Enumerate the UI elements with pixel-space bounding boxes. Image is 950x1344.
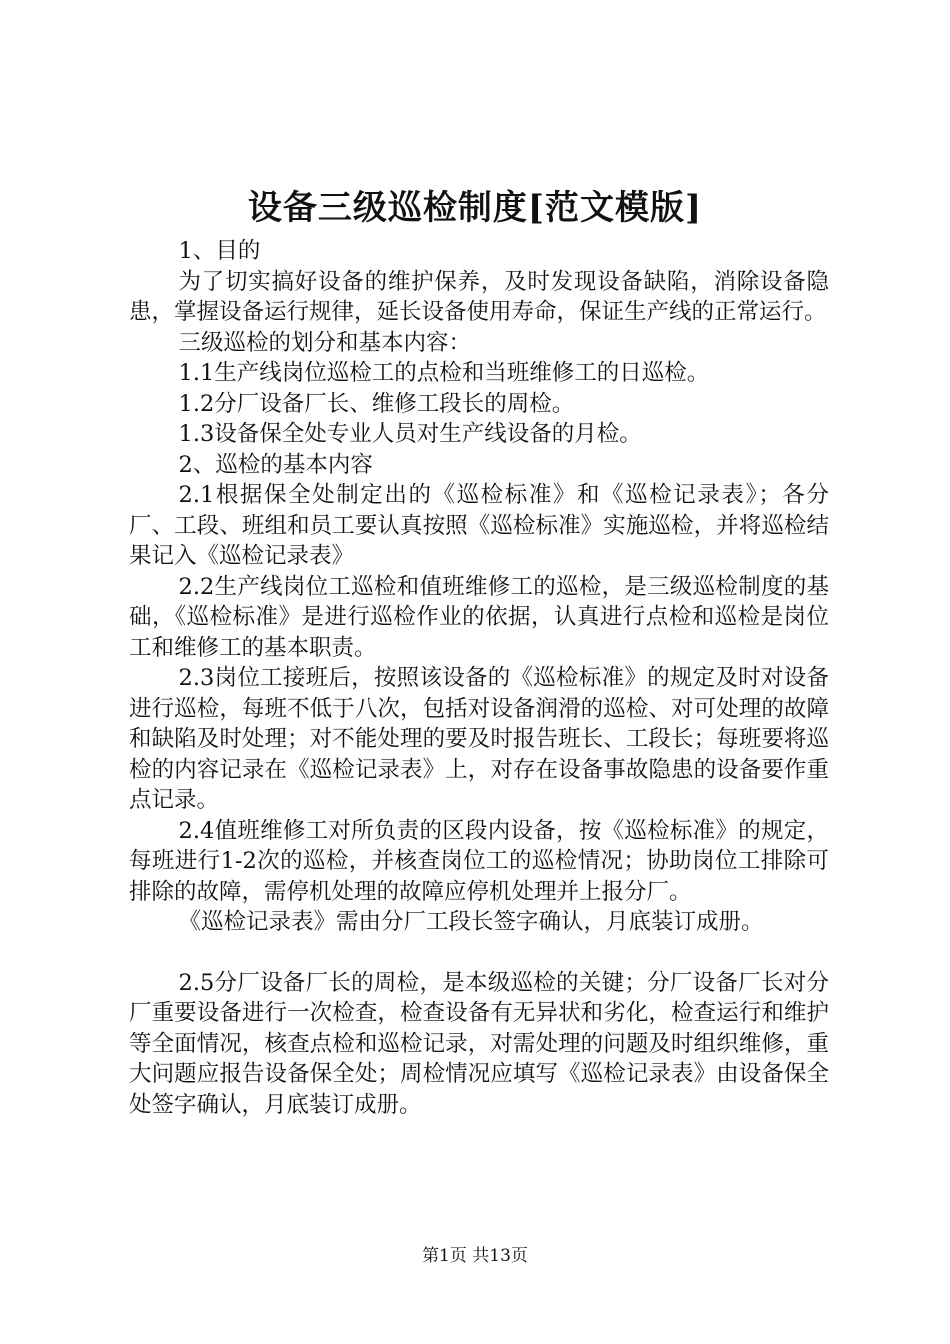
paragraph-level-1-1: 1.1生产线岗位巡检工的点检和当班维修工的日巡检。	[178, 360, 710, 386]
section-heading-basic-content: 2、巡检的基本内容	[178, 451, 373, 478]
paragraph-2-5: 2.5分厂设备厂长的周检，是本级巡检的关键；分厂设备厂长对分厂重要设备进行一次检查，检查设备有无异状和劣化，检查运行和维护等全面情况，核查点检和巡检记录，对需处理的问题及时组织维修，重大问题应报告设备保全处；周检情况应填写《巡检记录表》由设备保全处签字确认，月底装订成册。	[129, 969, 829, 1118]
paragraph-2-2: 2.2生产线岗位工巡检和值班维修工的巡检，是三级巡检制度的基础，《巡检标准》是进行巡检作业的依据，认真进行点检和巡检是岗位工和维修工的基本职责。	[129, 573, 829, 661]
page-number-footer: 第1页 共13页	[422, 1246, 528, 1266]
paragraph-2-3: 2.3岗位工接班后，按照该设备的《巡检标准》的规定及时对设备进行巡检，每班不低于八次，包括对设备润滑的巡检、对可处理的故障和缺陷及时处理；对不能处理的要及时报告班长、工段长；每班要将巡检的内容记录在《巡检记录表》上，对存在设备事故隐患的设备要作重点记录。	[129, 665, 829, 813]
paragraph-level-1-3: 1.3设备保全处专业人员对生产线设备的月检。	[178, 421, 642, 447]
paragraph-purpose: 为了切实搞好设备的维护保养，及时发现设备缺陷，消除设备隐患，掌握设备运行规律，延长设备使用寿命，保证生产线的正常运行。	[129, 268, 829, 325]
document-title: 设备三级巡检制度[范文模版]	[247, 188, 703, 228]
paragraph-record-sign-off: 《巡检记录表》需由分厂工段长签字确认，月底装订成册。	[178, 909, 764, 935]
paragraph-2-4: 2.4值班维修工对所负责的区段内设备，按《巡检标准》的规定，每班进行1-2次的巡检，并核查岗位工的巡检情况；协助岗位工排除可排除的故障，需停机处理的故障应停机处理并上报分厂。	[129, 817, 829, 905]
paragraph-inspection-levels-intro: 三级巡检的划分和基本内容：	[178, 329, 472, 356]
section-heading-purpose: 1、目的	[178, 238, 261, 264]
document-body	[129, 236, 829, 1120]
paragraph-level-1-2: 1.2分厂设备厂长、维修工段长的周检。	[178, 390, 575, 417]
paragraph-2-1: 2.1根据保全处制定出的《巡检标准》和《巡检记录表》；各分厂、工段、班组和员工要认真按照《巡检标准》实施巡检，并将巡检结果记入《巡检记录表》	[129, 482, 829, 569]
